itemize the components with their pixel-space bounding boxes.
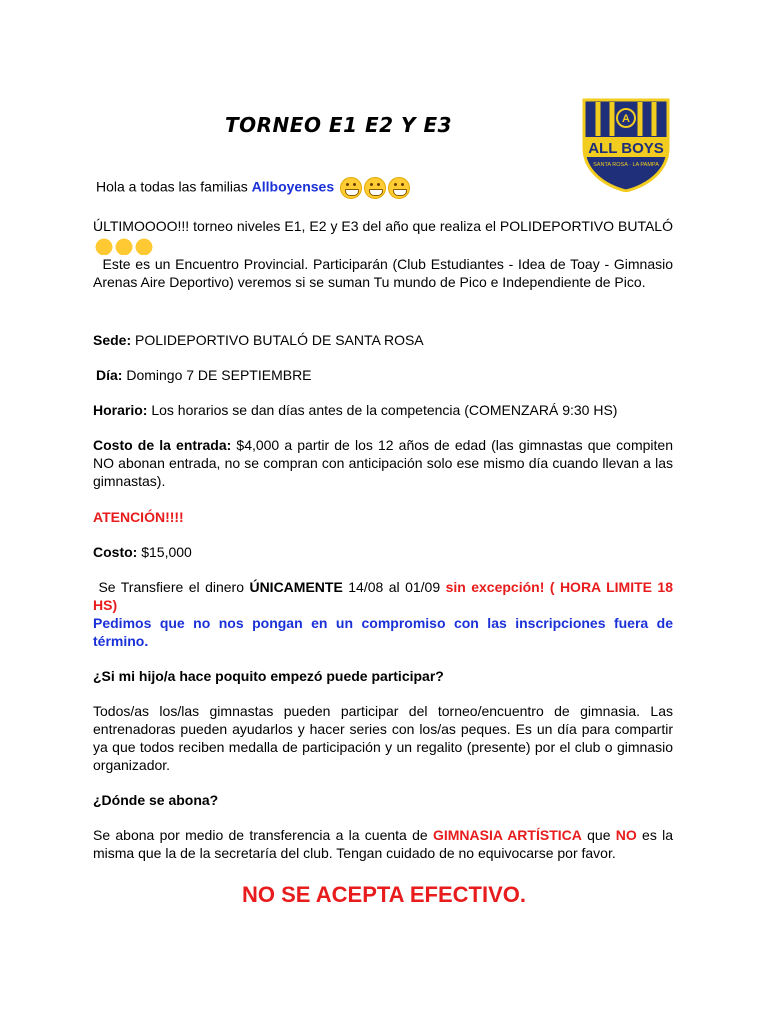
faq1-question: ¿Si mi hijo/a hace poquito empezó puede participar? bbox=[93, 668, 444, 684]
logo-name: ALL BOYS bbox=[588, 140, 664, 157]
no-cash-notice: NO SE ACEPTA EFECTIVO. bbox=[242, 882, 526, 907]
greeting-highlight: Allboyenses bbox=[251, 178, 335, 195]
transfer-request: Pedimos que no nos pongan en un compromiso con las inscripciones fuera de término. bbox=[93, 615, 673, 649]
transfer-paragraph bbox=[93, 578, 673, 650]
faq2-answer-suffix: es la misma que la de la secretaría del club. Tengan cuidado de no equivocarse por favor. bbox=[93, 827, 674, 861]
faq1-answer: Todos/as los/las gimnastas pueden participar del torneo/encuentro de gimnasia. Las entrenadoras pueden ayudarlos y hacer series con los/as peques. Es un día para compartir ya que todos reciben medalla de participación y un regalito (presente) por el club o gimnasio organizador. bbox=[93, 703, 673, 773]
sede-label: Sede: bbox=[93, 332, 132, 348]
costo-entrada-label: Costo de la entrada: bbox=[93, 437, 232, 453]
grinning-face-icon bbox=[388, 177, 410, 199]
dia-line bbox=[96, 366, 676, 384]
faq2-answer-prefix: Se abona por medio de transferencia a la cuenta de bbox=[93, 827, 433, 843]
horario-line bbox=[93, 401, 673, 419]
costo-line bbox=[93, 543, 673, 561]
grinning-face-icon bbox=[364, 177, 386, 199]
transfer-bold: ÚNICAMENTE bbox=[249, 579, 343, 595]
logo-monogram: A bbox=[622, 113, 630, 125]
faq2-no: NO bbox=[615, 827, 637, 843]
grinning-face-icon bbox=[340, 177, 362, 199]
intro-line: ÚLTIMOOOO!!! torneo niveles E1, E2 y E3 del año que realiza el POLIDEPORTIVO BUTALÓ bbox=[93, 218, 673, 234]
atencion-heading: ATENCIÓN!!!! bbox=[93, 509, 184, 525]
costo-label: Costo: bbox=[93, 544, 138, 560]
encuentro-text: Este es un Encuentro Provincial. Participarán (Club Estudiantes - Idea de Toay - Gimnasio Arenas Aire Deportivo) veremos si se suman Tu mundo de Pico e Independiente de Pico. bbox=[93, 256, 674, 291]
dia-value: Domingo 7 DE SEPTIEMBRE bbox=[122, 367, 312, 383]
document-title: TORNEO E1 E2 Y E3 bbox=[225, 113, 453, 137]
faq2-answer bbox=[93, 826, 673, 862]
faq2-account-name: GIMNASIA ARTÍSTICA bbox=[432, 827, 582, 843]
costo-entrada-value: $4,000 a partir de los 12 años de edad (las gimnastas que compiten NO abonan entrada, no se compran con anticipación solo ese mismo día cuando llevan a las gimnastas). bbox=[93, 437, 673, 489]
transfer-prefix: Se Transfiere el dinero bbox=[98, 579, 250, 595]
costo-entrada-paragraph bbox=[93, 436, 673, 490]
raising-hands-icon bbox=[95, 235, 113, 255]
costo-value: $15,000 bbox=[137, 544, 192, 560]
raising-hands-icon bbox=[135, 235, 153, 255]
intro-paragraph bbox=[93, 217, 673, 291]
logo-subtitle: SANTA ROSA · LA PAMPA bbox=[593, 162, 659, 168]
faq2-answer-mid: que bbox=[581, 827, 616, 843]
transfer-deadline: sin excepción! ( HORA LIMITE 18 HS) bbox=[93, 579, 673, 613]
horario-label: Horario: bbox=[93, 402, 148, 418]
sede-line bbox=[93, 331, 673, 349]
horario-value: Los horarios se dan días antes de la competencia (COMENZARÁ 9:30 HS) bbox=[147, 402, 618, 418]
raising-hands-icon bbox=[115, 235, 133, 255]
faq2-question: ¿Dónde se abona? bbox=[93, 792, 219, 808]
sede-value: POLIDEPORTIVO BUTALÓ DE SANTA ROSA bbox=[131, 332, 424, 348]
greeting bbox=[96, 177, 676, 199]
dia-label: Día: bbox=[96, 367, 123, 383]
greeting-prefix: Hola a todas las familias bbox=[96, 178, 252, 195]
transfer-dates: 14/08 al 01/09 bbox=[342, 579, 446, 595]
